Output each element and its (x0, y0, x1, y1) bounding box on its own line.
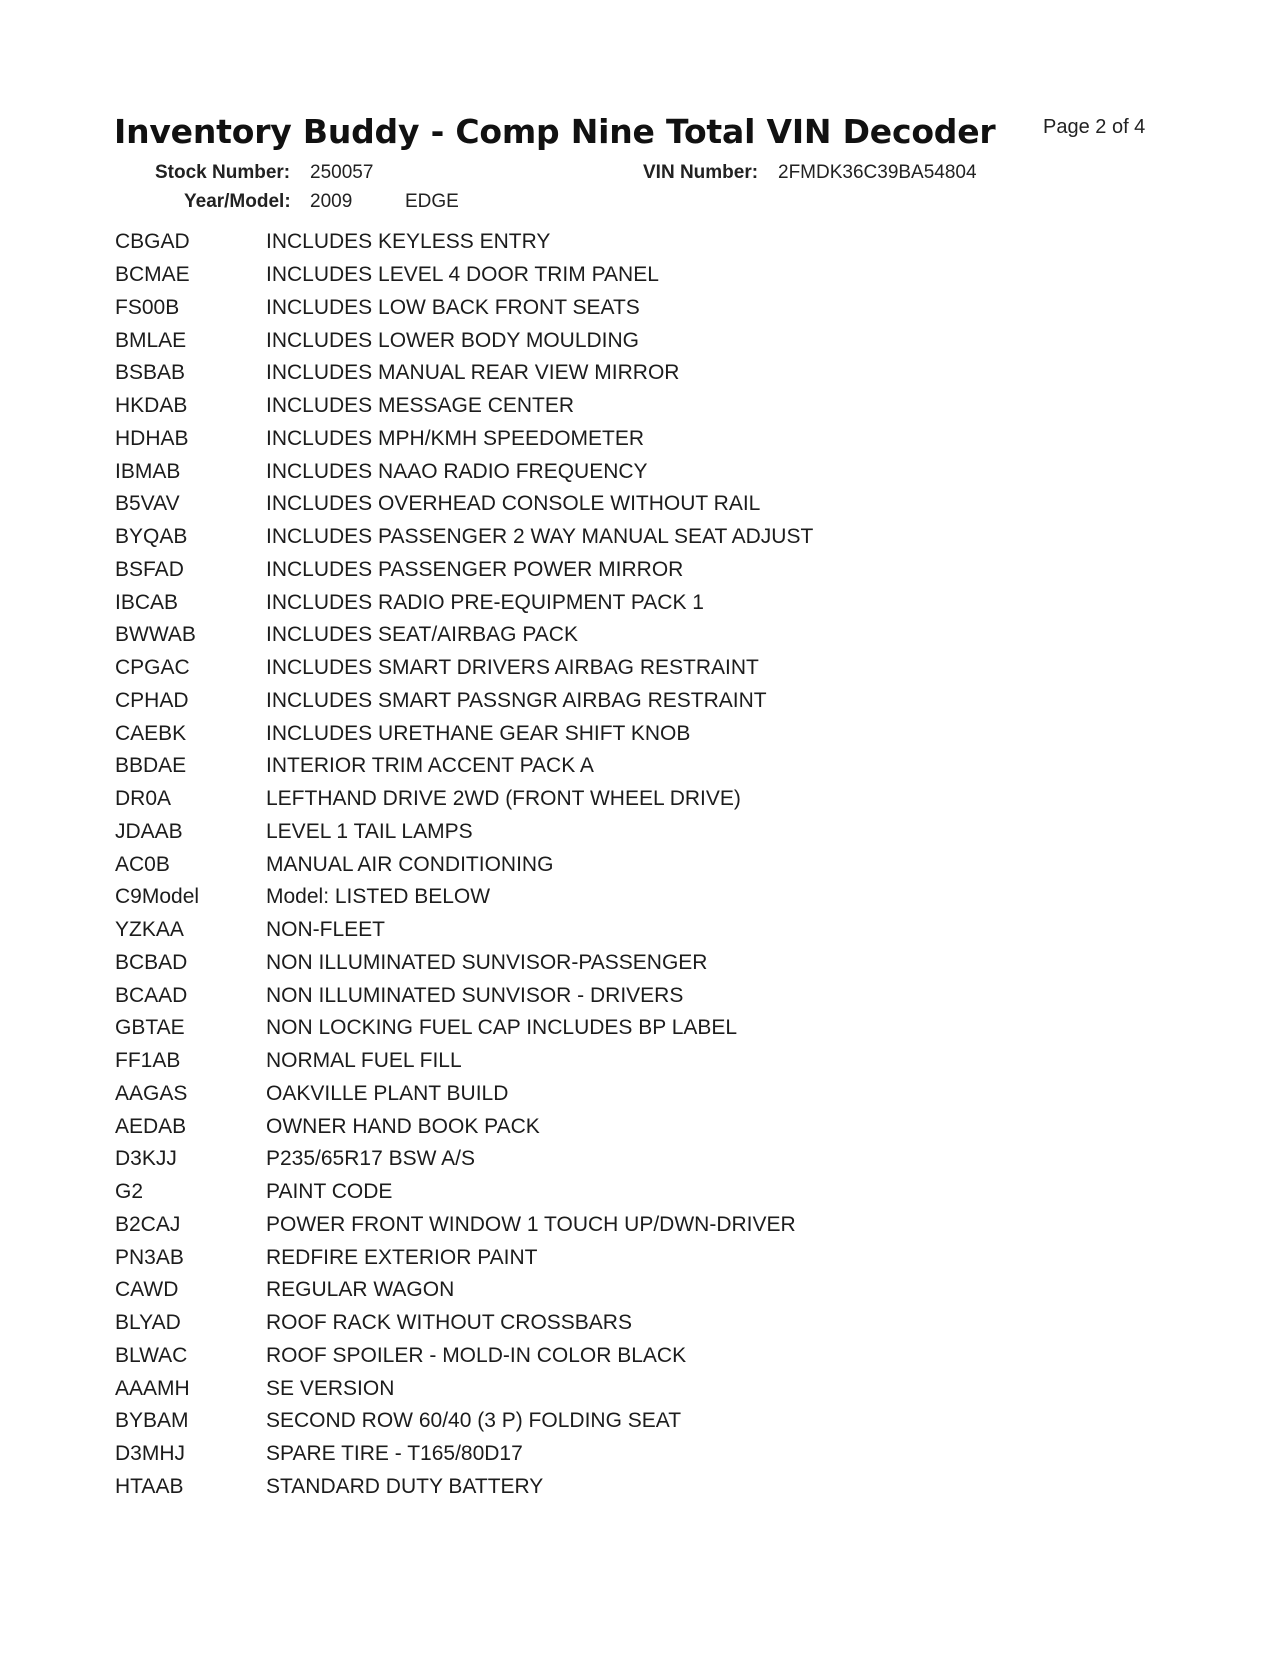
option-row (115, 816, 1115, 849)
option-code: AEDAB (115, 1114, 187, 1138)
option-code: GBTAE (115, 1016, 185, 1040)
option-description: REGULAR WAGON (266, 1278, 455, 1302)
option-code: JDAAB (115, 819, 183, 843)
option-row (115, 1274, 1115, 1307)
option-code: IBMAB (115, 459, 181, 483)
option-description: LEVEL 1 TAIL LAMPS (266, 819, 473, 843)
option-description: NON LOCKING FUEL CAP INCLUDES BP LABEL (266, 1016, 738, 1040)
option-description: INCLUDES SMART DRIVERS AIRBAG RESTRAINT (266, 656, 759, 680)
option-code: PN3AB (115, 1245, 184, 1269)
option-code: G2 (115, 1180, 144, 1204)
page-indicator: Page 2 of 4 (1043, 116, 1146, 138)
option-code: HTAAB (115, 1474, 184, 1498)
option-code: HDHAB (115, 426, 189, 450)
option-code: IBCAB (115, 590, 179, 614)
option-description: INCLUDES SMART PASSNGR AIRBAG RESTRAINT (266, 688, 767, 712)
option-row (115, 848, 1115, 881)
option-code: YZKAA (115, 918, 184, 942)
option-description: INCLUDES MESSAGE CENTER (266, 394, 575, 418)
option-row (115, 1405, 1115, 1438)
option-code: BYBAM (115, 1409, 189, 1433)
option-code: CAWD (115, 1278, 179, 1302)
option-description: INCLUDES LOWER BODY MOULDING (266, 328, 640, 352)
year-model-label: Year/Model: (184, 191, 291, 212)
option-code: FF1AB (115, 1049, 181, 1073)
option-row (115, 750, 1115, 783)
option-row (115, 619, 1115, 652)
option-row (115, 488, 1115, 521)
option-description: INCLUDES LOW BACK FRONT SEATS (266, 295, 640, 319)
option-code: BCMAE (115, 263, 190, 287)
option-row (115, 1241, 1115, 1274)
option-description: INCLUDES PASSENGER 2 WAY MANUAL SEAT ADJUST (266, 525, 814, 549)
option-row (115, 685, 1115, 718)
option-row (115, 554, 1115, 587)
option-code: B2CAJ (115, 1212, 181, 1236)
option-description: ROOF RACK WITHOUT CROSSBARS (266, 1311, 632, 1335)
option-row (115, 717, 1115, 750)
option-row (115, 914, 1115, 947)
option-row (115, 979, 1115, 1012)
option-row (115, 586, 1115, 619)
option-description: INCLUDES RADIO PRE-EQUIPMENT PACK 1 (266, 590, 704, 614)
option-description: OWNER HAND BOOK PACK (266, 1114, 540, 1138)
option-code: B5VAV (115, 492, 180, 516)
option-description: INCLUDES LEVEL 4 DOOR TRIM PANEL (266, 263, 659, 287)
option-description: P235/65R17 BSW A/S (266, 1147, 475, 1171)
option-description: POWER FRONT WINDOW 1 TOUCH UP/DWN-DRIVER (266, 1212, 796, 1236)
option-code: BCBAD (115, 950, 188, 974)
option-code: AAAMH (115, 1376, 190, 1400)
option-code: BSFAD (115, 557, 184, 581)
option-description: NORMAL FUEL FILL (266, 1049, 462, 1073)
option-code-list (115, 226, 1115, 1503)
option-row (115, 521, 1115, 554)
option-row (115, 226, 1115, 259)
option-row (115, 1110, 1115, 1143)
option-code: BWWAB (115, 623, 196, 647)
option-row (115, 324, 1115, 357)
option-description: INCLUDES OVERHEAD CONSOLE WITHOUT RAIL (266, 492, 761, 516)
option-row (115, 1078, 1115, 1111)
option-row (115, 455, 1115, 488)
option-code: AC0B (115, 852, 170, 876)
option-row (115, 1307, 1115, 1340)
option-code: D3MHJ (115, 1442, 186, 1466)
option-code: D3KJJ (115, 1147, 177, 1171)
option-description: PAINT CODE (266, 1180, 393, 1204)
option-code: FS00B (115, 295, 180, 319)
option-row (115, 390, 1115, 423)
option-description: NON-FLEET (266, 918, 386, 942)
option-description: OAKVILLE PLANT BUILD (266, 1081, 509, 1105)
option-code: BCAAD (115, 983, 188, 1007)
option-code: HKDAB (115, 394, 188, 418)
option-code: BYQAB (115, 525, 188, 549)
option-row (115, 783, 1115, 816)
option-code: BMLAE (115, 328, 187, 352)
option-description: NON ILLUMINATED SUNVISOR - DRIVERS (266, 983, 684, 1007)
option-description: Model: LISTED BELOW (266, 885, 491, 909)
option-row (115, 1012, 1115, 1045)
vin-number-value: 2FMDK36C39BA54804 (778, 162, 977, 183)
vin-number-label: VIN Number: (643, 162, 759, 183)
option-code: BLWAC (115, 1343, 188, 1367)
model-value: EDGE (405, 191, 459, 212)
option-description: LEFTHAND DRIVE 2WD (FRONT WHEEL DRIVE) (266, 787, 741, 811)
option-code: BBDAE (115, 754, 187, 778)
option-description: INTERIOR TRIM ACCENT PACK A (266, 754, 594, 778)
option-row (115, 259, 1115, 292)
option-row (115, 947, 1115, 980)
option-description: SE VERSION (266, 1376, 395, 1400)
option-row (115, 292, 1115, 325)
option-description: INCLUDES SEAT/AIRBAG PACK (266, 623, 578, 647)
year-value: 2009 (310, 191, 353, 212)
option-code: CPGAC (115, 656, 190, 680)
option-code: DR0A (115, 787, 172, 811)
stock-number-value: 250057 (310, 162, 374, 183)
option-code: AAGAS (115, 1081, 188, 1105)
option-description: INCLUDES URETHANE GEAR SHIFT KNOB (266, 721, 691, 745)
option-description: NON ILLUMINATED SUNVISOR-PASSENGER (266, 950, 708, 974)
option-row (115, 423, 1115, 456)
option-description: ROOF SPOILER - MOLD-IN COLOR BLACK (266, 1343, 687, 1367)
option-code: BSBAB (115, 361, 186, 385)
option-row (115, 1045, 1115, 1078)
option-description: SPARE TIRE - T165/80D17 (266, 1442, 523, 1466)
option-row (115, 1471, 1115, 1504)
option-code: CPHAD (115, 688, 189, 712)
option-code: CBGAD (115, 230, 190, 254)
option-row (115, 1209, 1115, 1242)
option-description: INCLUDES PASSENGER POWER MIRROR (266, 557, 684, 581)
stock-number-label: Stock Number: (155, 162, 291, 183)
option-row (115, 1372, 1115, 1405)
option-description: INCLUDES MANUAL REAR VIEW MIRROR (266, 361, 680, 385)
option-description: SECOND ROW 60/40 (3 P) FOLDING SEAT (266, 1409, 682, 1433)
option-row (115, 1143, 1115, 1176)
option-description: STANDARD DUTY BATTERY (266, 1474, 544, 1498)
option-row (115, 1438, 1115, 1471)
document-title: Inventory Buddy - Comp Nine Total VIN Decoder (114, 112, 996, 151)
option-description: REDFIRE EXTERIOR PAINT (266, 1245, 538, 1269)
option-description: INCLUDES MPH/KMH SPEEDOMETER (266, 426, 645, 450)
option-code: BLYAD (115, 1311, 181, 1335)
option-row (115, 1176, 1115, 1209)
option-row (115, 1340, 1115, 1373)
option-description: INCLUDES KEYLESS ENTRY (266, 230, 551, 254)
option-row (115, 652, 1115, 685)
option-description: INCLUDES NAAO RADIO FREQUENCY (266, 459, 648, 483)
option-description: MANUAL AIR CONDITIONING (266, 852, 554, 876)
option-code: CAEBK (115, 721, 187, 745)
option-code: C9Model (115, 885, 200, 909)
option-row (115, 881, 1115, 914)
option-row (115, 357, 1115, 390)
